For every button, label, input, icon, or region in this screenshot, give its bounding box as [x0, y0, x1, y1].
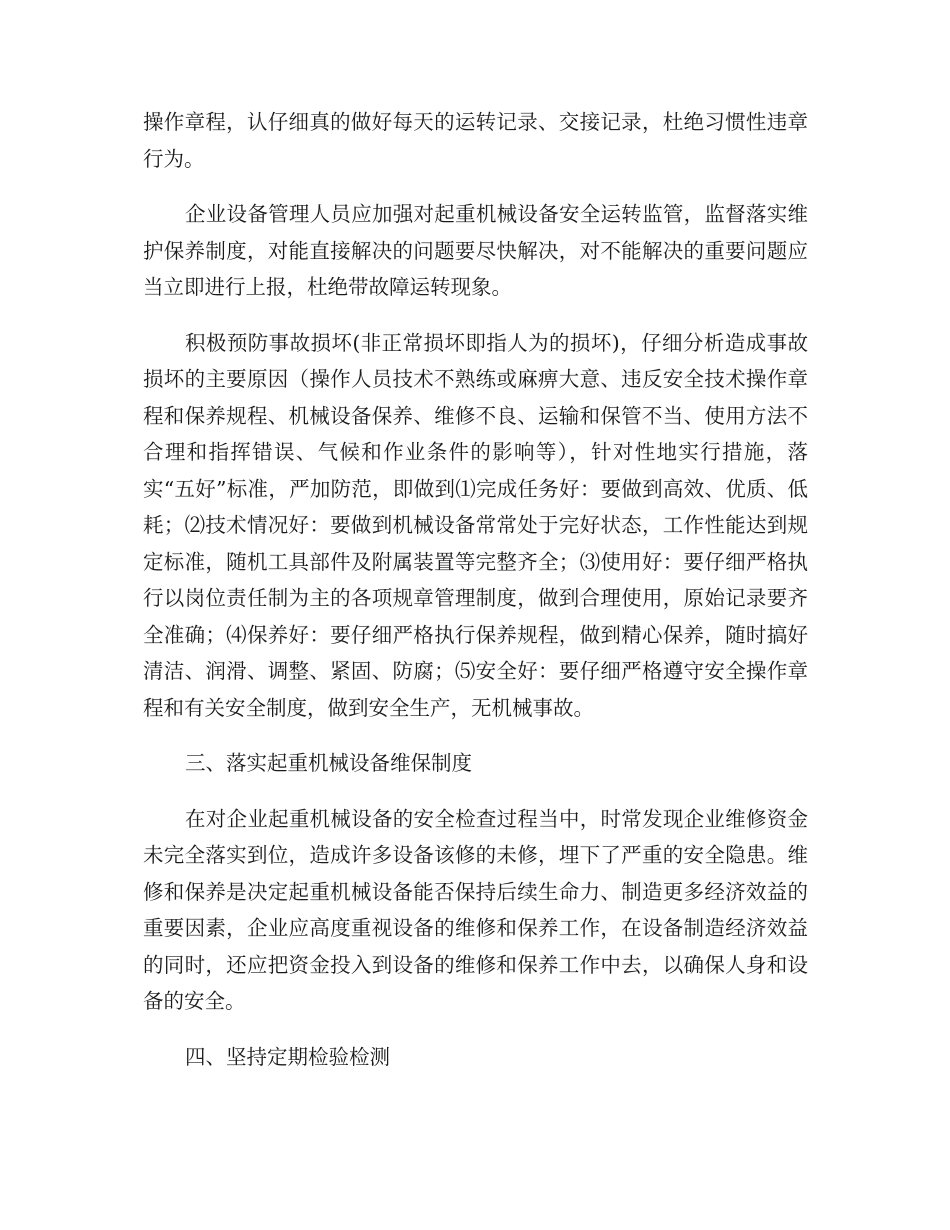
- document-body: [143, 104, 808, 1094]
- paragraph-continuation: 操作章程，认仔细真的做好每天的运转记录、交接记录，杜绝习惯性违章行为。: [143, 110, 808, 171]
- section-heading-3: 三、落实起重机械设备维保制度: [185, 751, 472, 775]
- paragraph-equipment-management: 企业设备管理人员应加强对起重机械设备安全运转监管，监督落实维护保养制度，对能直接解决的问题要尽快解决，对不能解决的重要问题应当立即进行上报，杜绝带故障运转现象。: [143, 202, 808, 299]
- section-heading-4: 四、坚持定期检验检测: [185, 1044, 390, 1069]
- paragraph-accident-prevention: 积极预防事故损坏(非正常损坏即指人为的损坏)，仔细分析造成事故损坏的主要原因（操作人员技术不熟练或麻痹大意、违反安全技术操作章程和保养规程、机械设备保养、维修不良、运输和保管不当、使用方法不合理和指挥错误、气候和作业条件的影响等），针对性地实行措施，落实“五好”标准，严加防范，即做到⑴完成任务好：要做到高效、优质、低耗；⑵技术情况好：要做到机械设备常常处于完好状态，工作性能达到规定标准，随机工具部件及附属装置等完整齐全；⑶使用好：要仔细严格执行以岗位责任制为主的各项规章管理制度，做到合理使用，原始记录要齐全准确；⑷保养好：要仔细严格执行保养规程，做到精心保养，随时搞好清洁、润滑、调整、紧固、防腐；⑸安全好：要仔细严格遵守安全操作章程和有关安全制度，做到安全生产，无机械事故。: [143, 330, 808, 720]
- paragraph-maintenance-funding: 在对企业起重机械设备的安全检查过程当中，时常发现企业维修资金未完全落实到位，造成许多设备该修的未修，埋下了严重的安全隐患。维修和保养是决定起重机械设备能否保持后续生命力、制造更多经济效益的重要因素，企业应高度重视设备的维修和保养工作，在设备制造经济效益的同时，还应把资金投入到设备的维修和保养工作中去，以确保人身和设备的安全。: [143, 806, 808, 1013]
